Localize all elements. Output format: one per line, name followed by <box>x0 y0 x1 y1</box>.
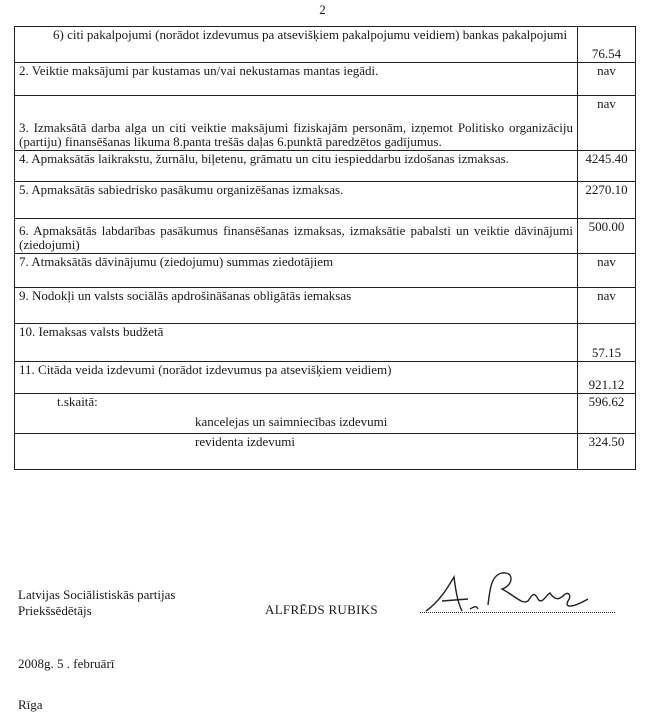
row-description: 6. Apmaksātās labdarības pasākumus finansēšanas izmaksas, izmaksātie pabalsti un veiktie dāvinājumi (ziedojumi) <box>15 219 578 254</box>
row-amount: nav <box>578 96 636 151</box>
row-description: 11. Citāda veida izdevumi (norādot izdevumus pa atsevišķiem veidiem) <box>15 362 578 394</box>
sub-item-label: kancelejas un saimniecības izdevumi <box>195 414 388 429</box>
row-amount: 76.54 <box>578 27 636 63</box>
table-row <box>15 324 636 362</box>
row-description: 2. Veiktie maksājumi par kustamas un/vai nekustamas mantas iegādi. <box>15 63 578 96</box>
document-place: Rīga <box>18 697 43 712</box>
row-amount: nav <box>578 288 636 324</box>
row-amount: 500.00 <box>578 219 636 254</box>
organization-name: Latvijas Sociālistiskās partijas <box>18 587 176 602</box>
document-date: 2008g. 5 . februārī <box>18 656 115 671</box>
position-title: Priekšsēdētājs <box>18 603 92 618</box>
row-amount: nav <box>578 254 636 288</box>
row-description: 6) citi pakalpojumi (norādot izdevumus pa atsevišķiem pakalpojumu veidiem) bankas pakalpojumi <box>15 27 578 63</box>
row-description: 9. Nodokļi un valsts sociālās apdrošināšanas obligātās iemaksas <box>15 288 578 324</box>
row-description: 5. Apmaksātās sabiedrisko pasākumu organizēšanas izmaksas. <box>15 182 578 219</box>
table-row <box>15 434 636 470</box>
table-row <box>15 254 636 288</box>
table-row <box>15 96 636 151</box>
table-row <box>15 219 636 254</box>
table-row <box>15 151 636 182</box>
signatory-title <box>18 587 175 619</box>
row-description: 10. Iemaksas valsts budžetā <box>15 324 578 362</box>
row-description: 7. Atmaksātās dāvinājumu (ziedojumu) summas ziedotājiem <box>15 254 578 288</box>
row-description <box>15 394 578 434</box>
table-row <box>15 362 636 394</box>
row-amount: 57.15 <box>578 324 636 362</box>
table-row <box>15 27 636 63</box>
handwritten-signature <box>418 565 598 620</box>
table-row <box>15 182 636 219</box>
row-amount: 596.62 <box>578 394 636 434</box>
row-amount: nav <box>578 63 636 96</box>
row-description: 4. Apmaksātās laikrakstu, žurnālu, biļetenu, grāmatu un citu iespieddarbu izdošanas izmaksas. <box>15 151 578 182</box>
row-amount: 2270.10 <box>578 182 636 219</box>
table-row <box>15 394 636 434</box>
row-description: 3. Izmaksātā darba alga un citi veiktie maksājumi fiziskajām personām, izņemot Politisko organizāciju (partiju) finansēšanas likuma 8.panta trešās daļas 6.punktā paredzētos gadījumus. <box>15 96 578 151</box>
table-row <box>15 288 636 324</box>
subtotal-label: t.skaitā: <box>57 394 98 409</box>
row-amount: 921.12 <box>578 362 636 394</box>
expenses-table <box>14 26 636 470</box>
page-number: 2 <box>319 2 326 17</box>
table-row <box>15 63 636 96</box>
row-amount: 4245.40 <box>578 151 636 182</box>
sub-item-label: revidenta izdevumi <box>15 434 578 470</box>
row-amount: 324.50 <box>578 434 636 470</box>
signatory-name: ALFRĒDS RUBIKS <box>265 602 378 617</box>
